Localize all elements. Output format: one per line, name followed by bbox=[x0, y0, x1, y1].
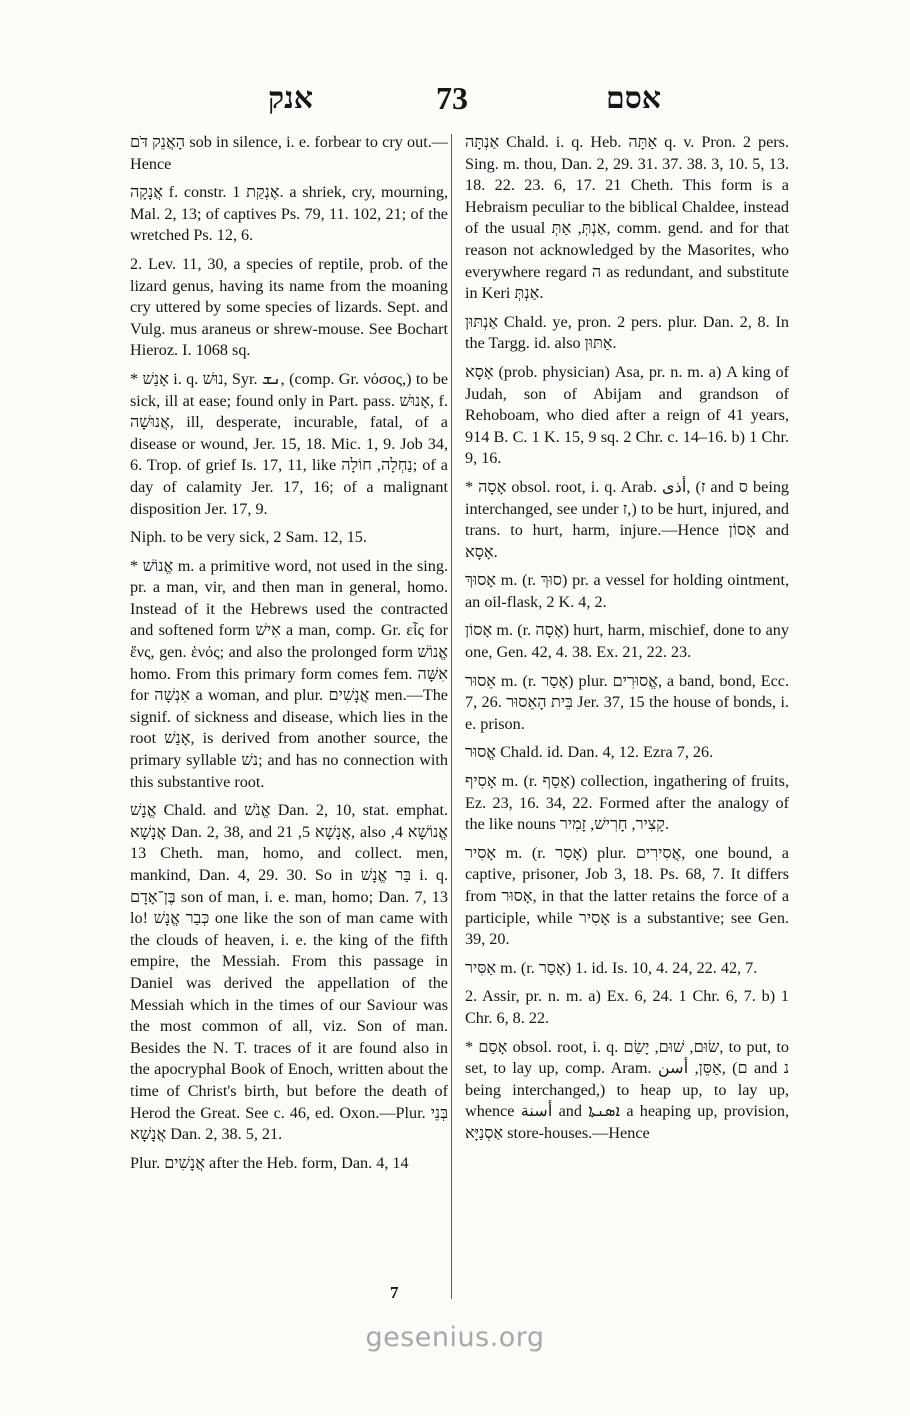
signature-mark: 7 bbox=[390, 1283, 399, 1302]
entry-plur: Plur. אֲנָשִׁים after the Heb. form, Dan. 4, 14 bbox=[130, 1153, 409, 1172]
entry-enash-chald: אֱנָשׁ Chald. and אֱנֹשׁ Dan. 2, 10, stat. emphat. אֲנָשָׁא Dan. 2, 38, and אֲנָשָׁא 5, 21, also אֱנוֹשָׁא 4, 13 Cheth. man, homo, and collect. men, mankind, Dan. 4, 29. 30. So in בַּר אֱנָשׁ i. q. בֶּן־אָדָם son of man, i. e. man, homo; Dan. 7, 13 lo! כְּבַר אֱנָשׁ one like the son of man came with the clouds of heaven, i. e. the king of the fifth empire, the Messiah. From this passage in Daniel was derived the appellation of the Messiah which in the times of our Saviour was the most common of all, viz. Son of man. Besides the N. T. traces of it are found also in the apocryphal Book of Enoch, written about the time of Christ's birth, but before the death of Herod the Great. See c. 46, ed. Oxon.—Plur. בְּנֵי אֲנָשָׁא Dan. 2, 38. 5, 21. bbox=[130, 801, 449, 1144]
entry-antah: אַנְתָּה Chald. i. q. Heb. אַתָּה q. v. Pron. 2 pers. Sing. m. thou, Dan. 2, 29. 31. 37. 38. 3, 10. 5, 13. 18. 22. 23. 6, 17. 21 Cheth. This form is a Hebraism peculiar to the biblical Chaldee, instead of the usual אַנְתְּ, אַתְּ, comm. gend. and for that reason not acknowledged by the Masorites, who everywhere regard ה as redundant, and substitute in Keri אַנְתְּ. bbox=[465, 133, 789, 303]
entry-asah-root: * אָסָה obsol. root, i. q. Arab. أذى, (ז and ס being interchanged, see under ז,) to be hurt, injured, and trans. to hurt, harm, injure.—Hence אָסוֹן and אָסָא. bbox=[465, 477, 790, 561]
entry-anakah: אֲנָקָה f. constr. אֶנְקַת 1. a shriek, cry, mourning, Mal. 2, 13; of captives Ps. 79, 11. 102, 21; of the wretched Ps. 12, 6. bbox=[130, 183, 449, 245]
entry-asam-root: * אָסַם obsol. root, i. q. שׂוּם, שׁוּם, יָשַׂם, to put, to set, to lay up, comp. Aram. אַסֵּן, أسن, (ם and נ being interchanged,) to heap up, to lay up, whence أسنة and ܐܣܢܬܐ a heaping up, provision, אַסְנַיָּא store-houses.—Hence bbox=[465, 1037, 790, 1142]
right-column bbox=[465, 132, 789, 1152]
entry-ason: אָסוֹן m. (r. אָסָה) hurt, harm, mischief, done to any one, Gen. 42, 4. 38. Ex. 21, 22. 23. bbox=[465, 621, 789, 662]
entry-anash-verb: * אָנַשׁ i. q. נוּשׁ, Syr. ܢܫ, (comp. Gr. νόσος,) to be sick, ill at ease; found only in Part. pass. אָנוּשׁ, f. אֲנוּשָׁה, ill, desperate, incurable, fatal, of a disease or wound, Jer. 15, 18. Mic. 1, 9. Job 34, 6. Trop. of grief Is. 17, 11, like נַחְלָה, חוֹלָה; of a day of calamity Jer. 17, 16; of a malignant disposition Jer. 17, 9. bbox=[130, 369, 449, 518]
column-divider bbox=[451, 134, 452, 1299]
header-left-word: אנק bbox=[268, 81, 314, 116]
entry-enosh: * אֱנוֹשׁ m. a primitive word, not used in the sing. pr. a man, vir, and then man in general, homo. Instead of it the Hebrews used the contracted and softened form אִישׁ a man, comp. Gr. εἷς for ἕνς, gen. ἑνός; and also the prolonged form אֱנוֹשׁ homo. From this primary form comes fem. אִשָּׁה for אִנְשָׁה a woman, and plur. אֲנָשִׁים men.—The signif. of sickness and disease, which lies in the root אָנַשׁ, is derived from another source, the primary syllable נשׁ; and has no connection with this substantive root. bbox=[130, 556, 448, 791]
entry-asir: אָסִיר m. (r. אָסַר) plur. אֲסִירִים, one bound, a captive, prisoner, Job 3, 18. Ps. 68, 7. It differs from אָסוּר, in that the latter retains the force of a participle, while אָסִיר is a substantive; see Gen. 39, 20. bbox=[465, 843, 790, 949]
entry-niph: Niph. to be very sick, 2 Sam. 12, 15. bbox=[130, 528, 367, 547]
header-right-word: אסם bbox=[606, 81, 662, 116]
entry-asuk: אָסוּךְ m. (r. סוּךְ) pr. a vessel for holding ointment, an oil-flask, 2 K. 4, 2. bbox=[465, 571, 789, 611]
entry-assir: אַסִּיר m. (r. אָסַר) 1. id. Is. 10, 4. 24, 22. 42, 7. bbox=[465, 958, 758, 977]
entry-haanek: הָאֲנֵק דֹּם sob in silence, i. e. forbear to cry out.—Hence bbox=[130, 133, 448, 173]
entry-asif: אָסִיף m. (r. אָסַף) collection, ingathering of fruits, Ez. 23, 16. 34, 22. Formed after the analogy of the like nouns קָצִיר, חָרִישׁ, זָמִיר. bbox=[465, 772, 790, 834]
entry-esur-chald: אֱסוּר Chald. id. Dan. 4, 12. Ezra 7, 26. bbox=[465, 743, 714, 762]
page-number: 73 bbox=[436, 80, 468, 116]
left-column bbox=[130, 132, 448, 1181]
entry-anakah-2: 2. Lev. 11, 30, a species of reptile, prob. of the lizard genus, having its name from the moaning cry uttered by some species of lizards. Sept. and Vulg. mus araneus or shrew-mouse. See Bochart Hieroz. I. 1068 sq. bbox=[130, 254, 448, 360]
footer-watermark: gesenius.org bbox=[365, 1322, 545, 1353]
entry-asa: אָסָא (prob. physician) Asa, pr. n. m. a) A king of Judah, son of Abijam and grandson of Rehoboam, who died after a reign of 41 years, 914 B. C. 1 K. 15, 9 sq. 2 Chr. c. 14–16. b) 1 Chr. 9, 16. bbox=[465, 362, 789, 468]
entry-esur: אֵסוּר m. (r. אָסַר) plur. אֱסוּרִים, a band, bond, Ecc. 7, 26. בֵּית הָאֵסוּר Jer. 37, 15 the house of bonds, i. e. prison. bbox=[465, 671, 790, 733]
entry-assir-2: 2. Assir, pr. n. m. a) Ex. 6, 24. 1 Chr. 6, 7. b) 1 Chr. 6, 8. 22. bbox=[465, 987, 789, 1027]
entry-antun: אַנְתּוּן Chald. ye, pron. 2 pers. plur. Dan. 2, 8. In the Targg. id. also אַתּוּן. bbox=[465, 312, 789, 353]
